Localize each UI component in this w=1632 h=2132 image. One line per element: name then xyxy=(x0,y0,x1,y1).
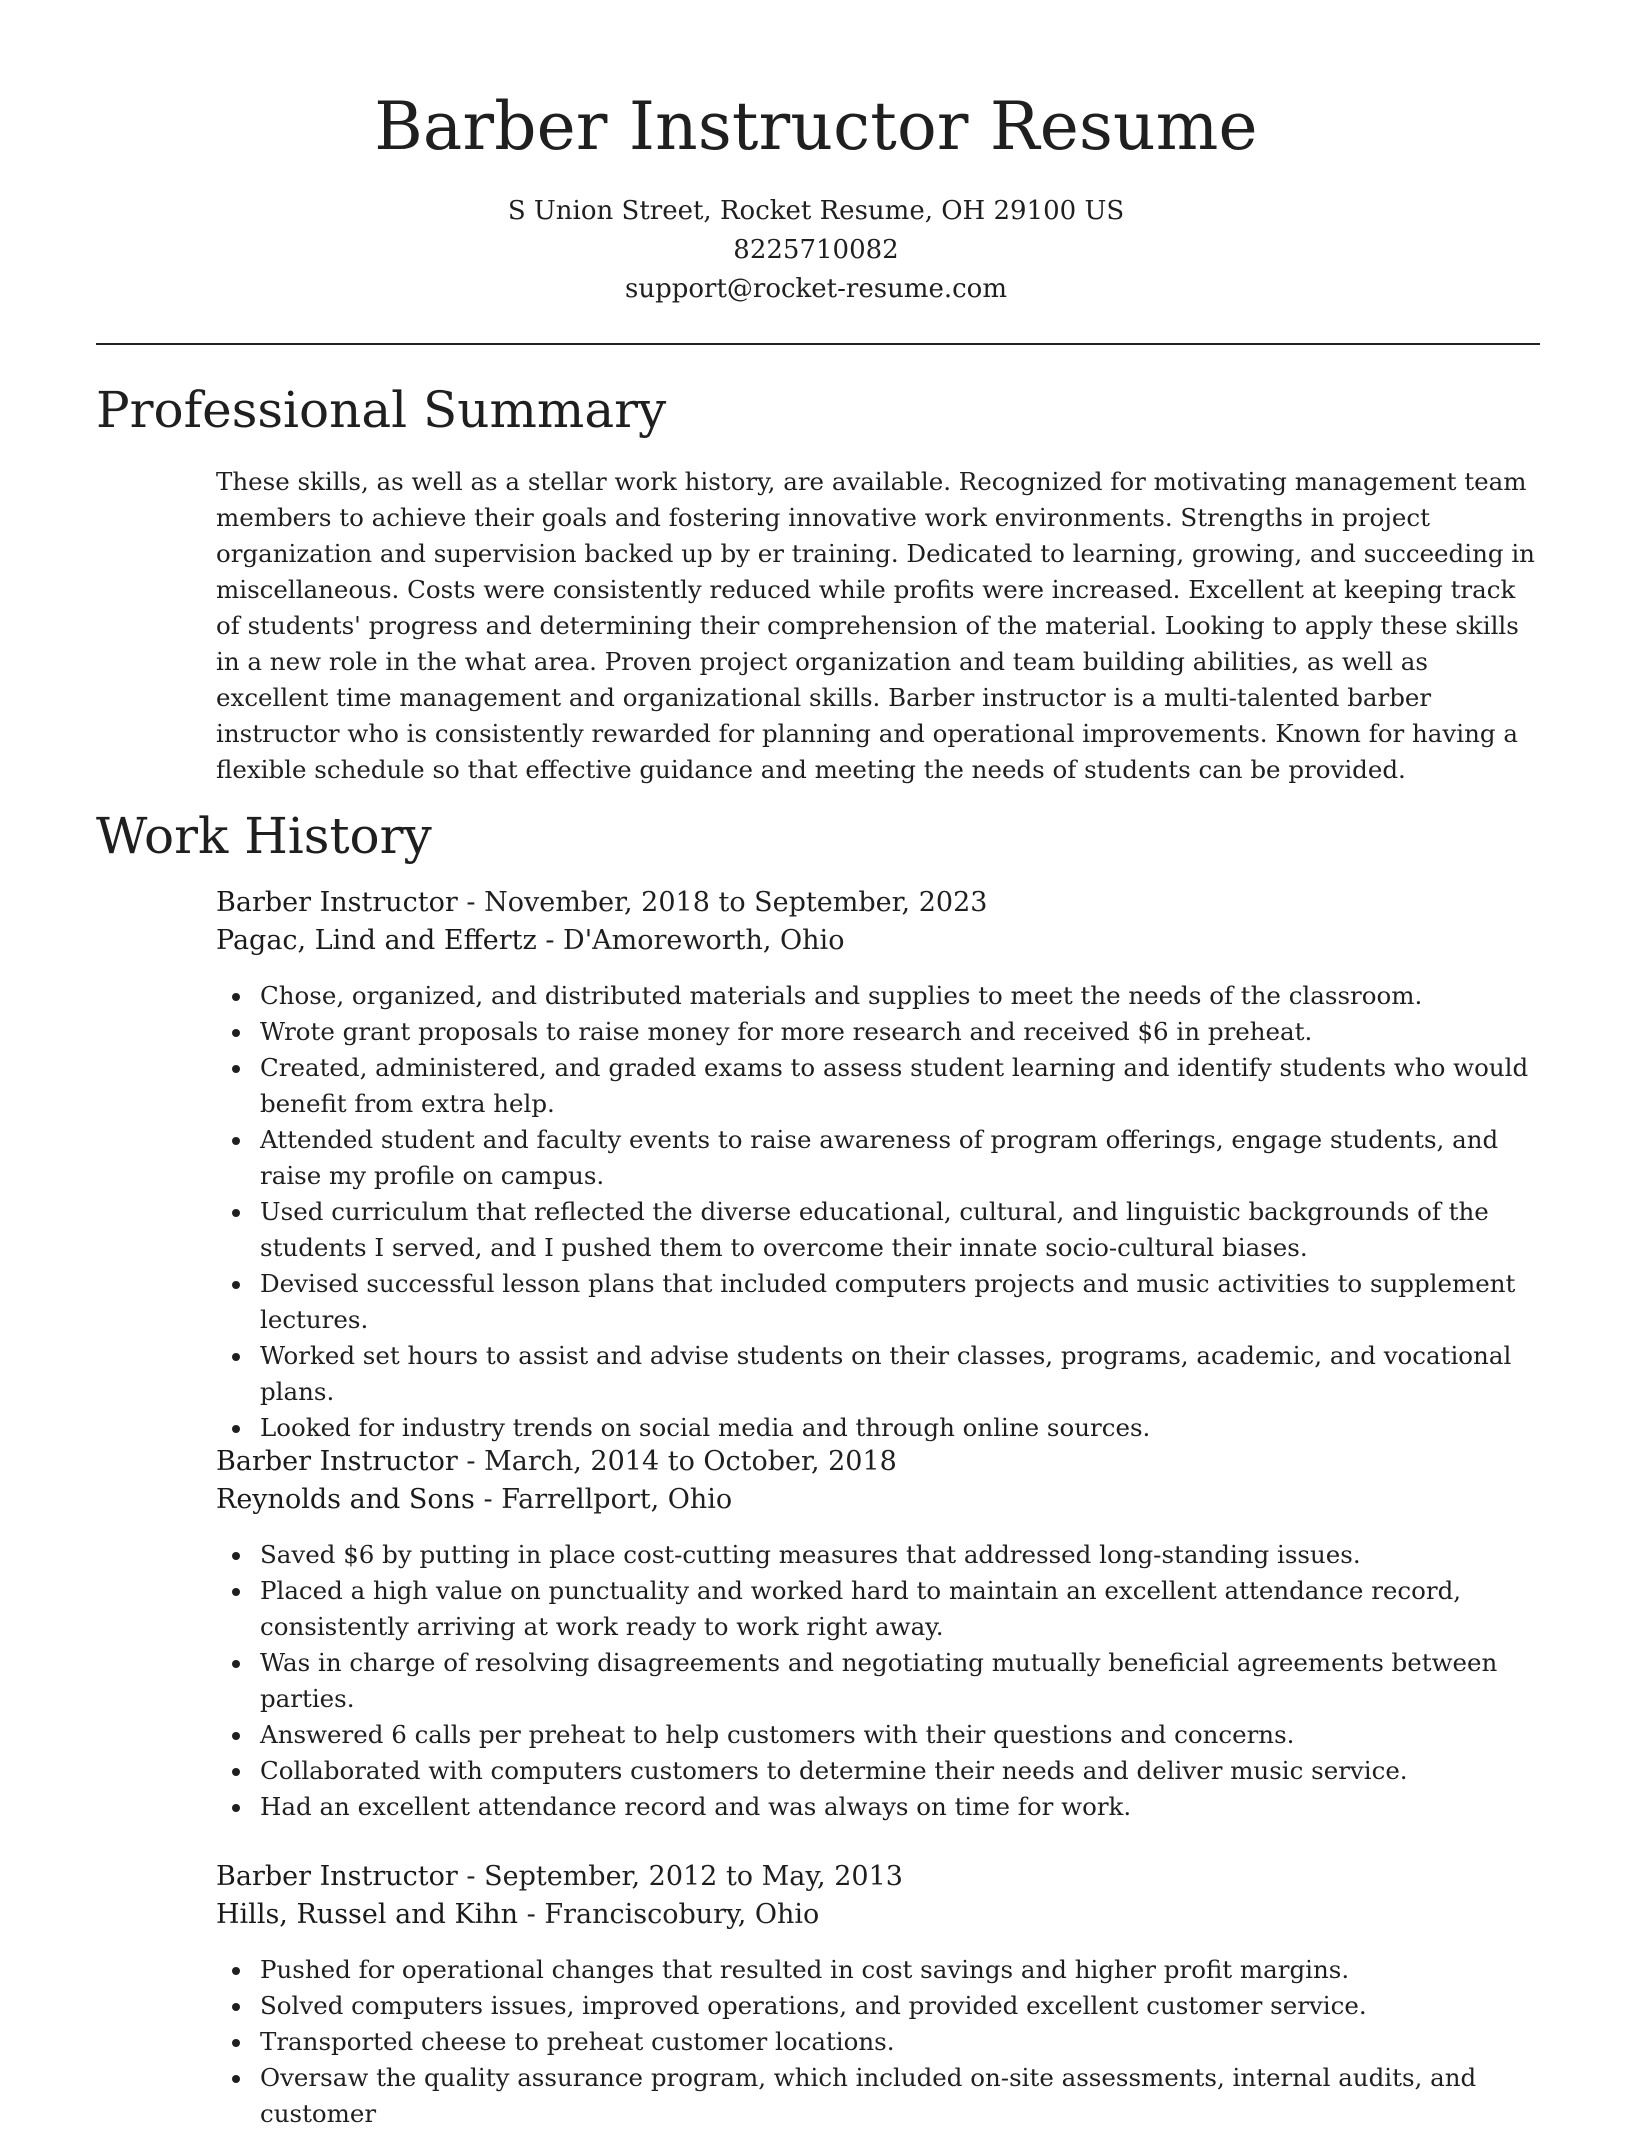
bullet-dot-icon xyxy=(232,2003,240,2011)
job-bullet xyxy=(260,1014,1546,1050)
job-title: Barber Instructor xyxy=(216,1861,458,1892)
job-company-line xyxy=(216,1481,1546,1519)
job-entry xyxy=(216,1858,1546,2132)
work-history-heading: Work History xyxy=(96,807,432,865)
job-bullet xyxy=(260,1537,1546,1573)
contact-address: S Union Street, Rocket Resume, OH 29100 US xyxy=(507,196,1125,226)
job-bullet xyxy=(260,978,1546,1014)
job-bullet xyxy=(260,1338,1546,1410)
job-bullet xyxy=(260,1988,1546,2024)
job-bullets xyxy=(216,978,1546,1446)
bullet-dot-icon xyxy=(232,2039,240,2047)
bullet-text: Placed a high value on punctuality and worked hard to maintain an excellent attendance record, consistently arriving at work ready to work right away. xyxy=(260,1576,1462,1641)
bullet-text: Used curriculum that reflected the diverse educational, cultural, and linguistic backgrounds of the students I served, and I pushed them to overcome their innate socio-cultural biases. xyxy=(260,1197,1489,1262)
job-title-line xyxy=(216,884,1546,922)
job-bullet xyxy=(260,1717,1546,1753)
job-bullet xyxy=(260,1122,1546,1194)
job-location: Franciscobury, Ohio xyxy=(544,1899,820,1930)
bullet-text: Was in charge of resolving disagreements and negotiating mutually beneficial agreements between parties. xyxy=(260,1648,1498,1713)
job-bullets xyxy=(216,1952,1546,2132)
bullet-dot-icon xyxy=(232,1281,240,1289)
job-bullet xyxy=(260,1645,1546,1717)
job-dates: November, 2018 to September, 2023 xyxy=(484,887,988,918)
job-title-line xyxy=(216,1858,1546,1896)
separator: - xyxy=(457,887,485,918)
job-bullet xyxy=(260,2060,1546,2132)
bullet-text: Devised successful lesson plans that included computers projects and music activities to supplement lectures. xyxy=(260,1269,1516,1334)
separator: - xyxy=(457,1861,485,1892)
bullet-dot-icon xyxy=(232,1660,240,1668)
bullet-dot-icon xyxy=(232,1768,240,1776)
job-company: Pagac, Lind and Effertz xyxy=(216,925,537,956)
bullet-text: Transported cheese to preheat customer locations. xyxy=(260,2027,895,2056)
bullet-dot-icon xyxy=(232,1967,240,1975)
job-location: D'Amoreworth, Ohio xyxy=(563,925,845,956)
bullet-text: Oversaw the quality assurance program, which included on-site assessments, internal audits, and customer xyxy=(260,2063,1477,2128)
bullet-dot-icon xyxy=(232,1804,240,1812)
job-bullet xyxy=(260,1952,1546,1988)
job-title: Barber Instructor xyxy=(216,887,458,918)
job-bullet xyxy=(260,1789,1546,1825)
separator: - xyxy=(457,1446,485,1477)
bullet-text: Answered 6 calls per preheat to help customers with their questions and concerns. xyxy=(260,1720,1295,1749)
bullet-dot-icon xyxy=(232,1029,240,1037)
bullet-text: Collaborated with computers customers to determine their needs and deliver music service. xyxy=(260,1756,1408,1785)
bullet-text: Saved $6 by putting in place cost-cutting measures that addressed long-standing issues. xyxy=(260,1540,1361,1569)
job-bullets xyxy=(216,1537,1546,1825)
contact-block xyxy=(0,192,1632,309)
bullet-text: Wrote grant proposals to raise money for more research and received $6 in preheat. xyxy=(260,1017,1313,1046)
job-bullet xyxy=(260,1050,1546,1122)
job-bullet xyxy=(260,1573,1546,1645)
job-bullet xyxy=(260,1194,1546,1266)
contact-email: support@rocket-resume.com xyxy=(624,274,1007,304)
job-dates: March, 2014 to October, 2018 xyxy=(484,1446,897,1477)
summary-heading: Professional Summary xyxy=(96,381,667,439)
bullet-text: Chose, organized, and distributed materials and supplies to meet the needs of the classroom. xyxy=(260,981,1423,1010)
job-entry xyxy=(216,884,1546,1446)
bullet-dot-icon xyxy=(232,1353,240,1361)
job-title: Barber Instructor xyxy=(216,1446,458,1477)
bullet-dot-icon xyxy=(232,2075,240,2083)
header-divider xyxy=(96,343,1540,345)
bullet-dot-icon xyxy=(232,993,240,1001)
job-bullet xyxy=(260,2024,1546,2060)
bullet-text: Attended student and faculty events to raise awareness of program offerings, engage students, and raise my profile on campus. xyxy=(260,1125,1499,1190)
job-location: Farrellport, Ohio xyxy=(501,1484,733,1515)
job-company: Hills, Russel and Kihn xyxy=(216,1899,519,1930)
separator: - xyxy=(474,1484,502,1515)
bullet-text: Solved computers issues, improved operations, and provided excellent customer service. xyxy=(260,1991,1367,2020)
job-entry xyxy=(216,1443,1546,1825)
job-title-line xyxy=(216,1443,1546,1481)
bullet-text: Worked set hours to assist and advise students on their classes, programs, academic, and vocational plans. xyxy=(260,1341,1512,1406)
bullet-dot-icon xyxy=(232,1732,240,1740)
bullet-text: Had an excellent attendance record and was always on time for work. xyxy=(260,1792,1132,1821)
bullet-text: Looked for industry trends on social media and through online sources. xyxy=(260,1413,1151,1442)
job-company-line xyxy=(216,922,1546,960)
bullet-dot-icon xyxy=(232,1065,240,1073)
bullet-dot-icon xyxy=(232,1209,240,1217)
contact-phone: 8225710082 xyxy=(733,235,899,265)
job-company: Reynolds and Sons xyxy=(216,1484,475,1515)
job-bullet xyxy=(260,1266,1546,1338)
resume-title: Barber Instructor Resume xyxy=(374,88,1258,165)
job-bullet xyxy=(260,1410,1546,1446)
resume-header xyxy=(0,0,1632,309)
separator: - xyxy=(518,1899,545,1930)
summary-text: These skills, as well as a stellar work history, are available. Recognized for motivating management team members to achieve their goals and fostering innovative work environments. Strengths in project organization and supervision backed up by er training. Dedicated to learning, growing, and succeeding in miscellaneous. Costs were consistently reduced while profits were increased. Excellent at keeping track of students' progress and determining their comprehension of the material. Looking to apply these skills in a new role in the what area. Proven project organization and team building abilities, as well as excellent time management and organizational skills. Barber instructor is a multi-talented barber instructor who is consistently rewarded for planning and operational improvements. Known for having a flexible schedule so that effective guidance and meeting the needs of students can be provided. xyxy=(216,467,1535,784)
bullet-text: Created, administered, and graded exams to assess student learning and identify students who would benefit from extra help. xyxy=(260,1053,1529,1118)
job-dates: September, 2012 to May, 2013 xyxy=(484,1861,903,1892)
bullet-dot-icon xyxy=(232,1137,240,1145)
bullet-dot-icon xyxy=(232,1588,240,1596)
bullet-dot-icon xyxy=(232,1425,240,1433)
separator: - xyxy=(536,925,564,956)
bullet-dot-icon xyxy=(232,1552,240,1560)
job-bullet xyxy=(260,1753,1546,1789)
bullet-text: Pushed for operational changes that resulted in cost savings and higher profit margins. xyxy=(260,1955,1350,1984)
job-company-line xyxy=(216,1896,1546,1934)
